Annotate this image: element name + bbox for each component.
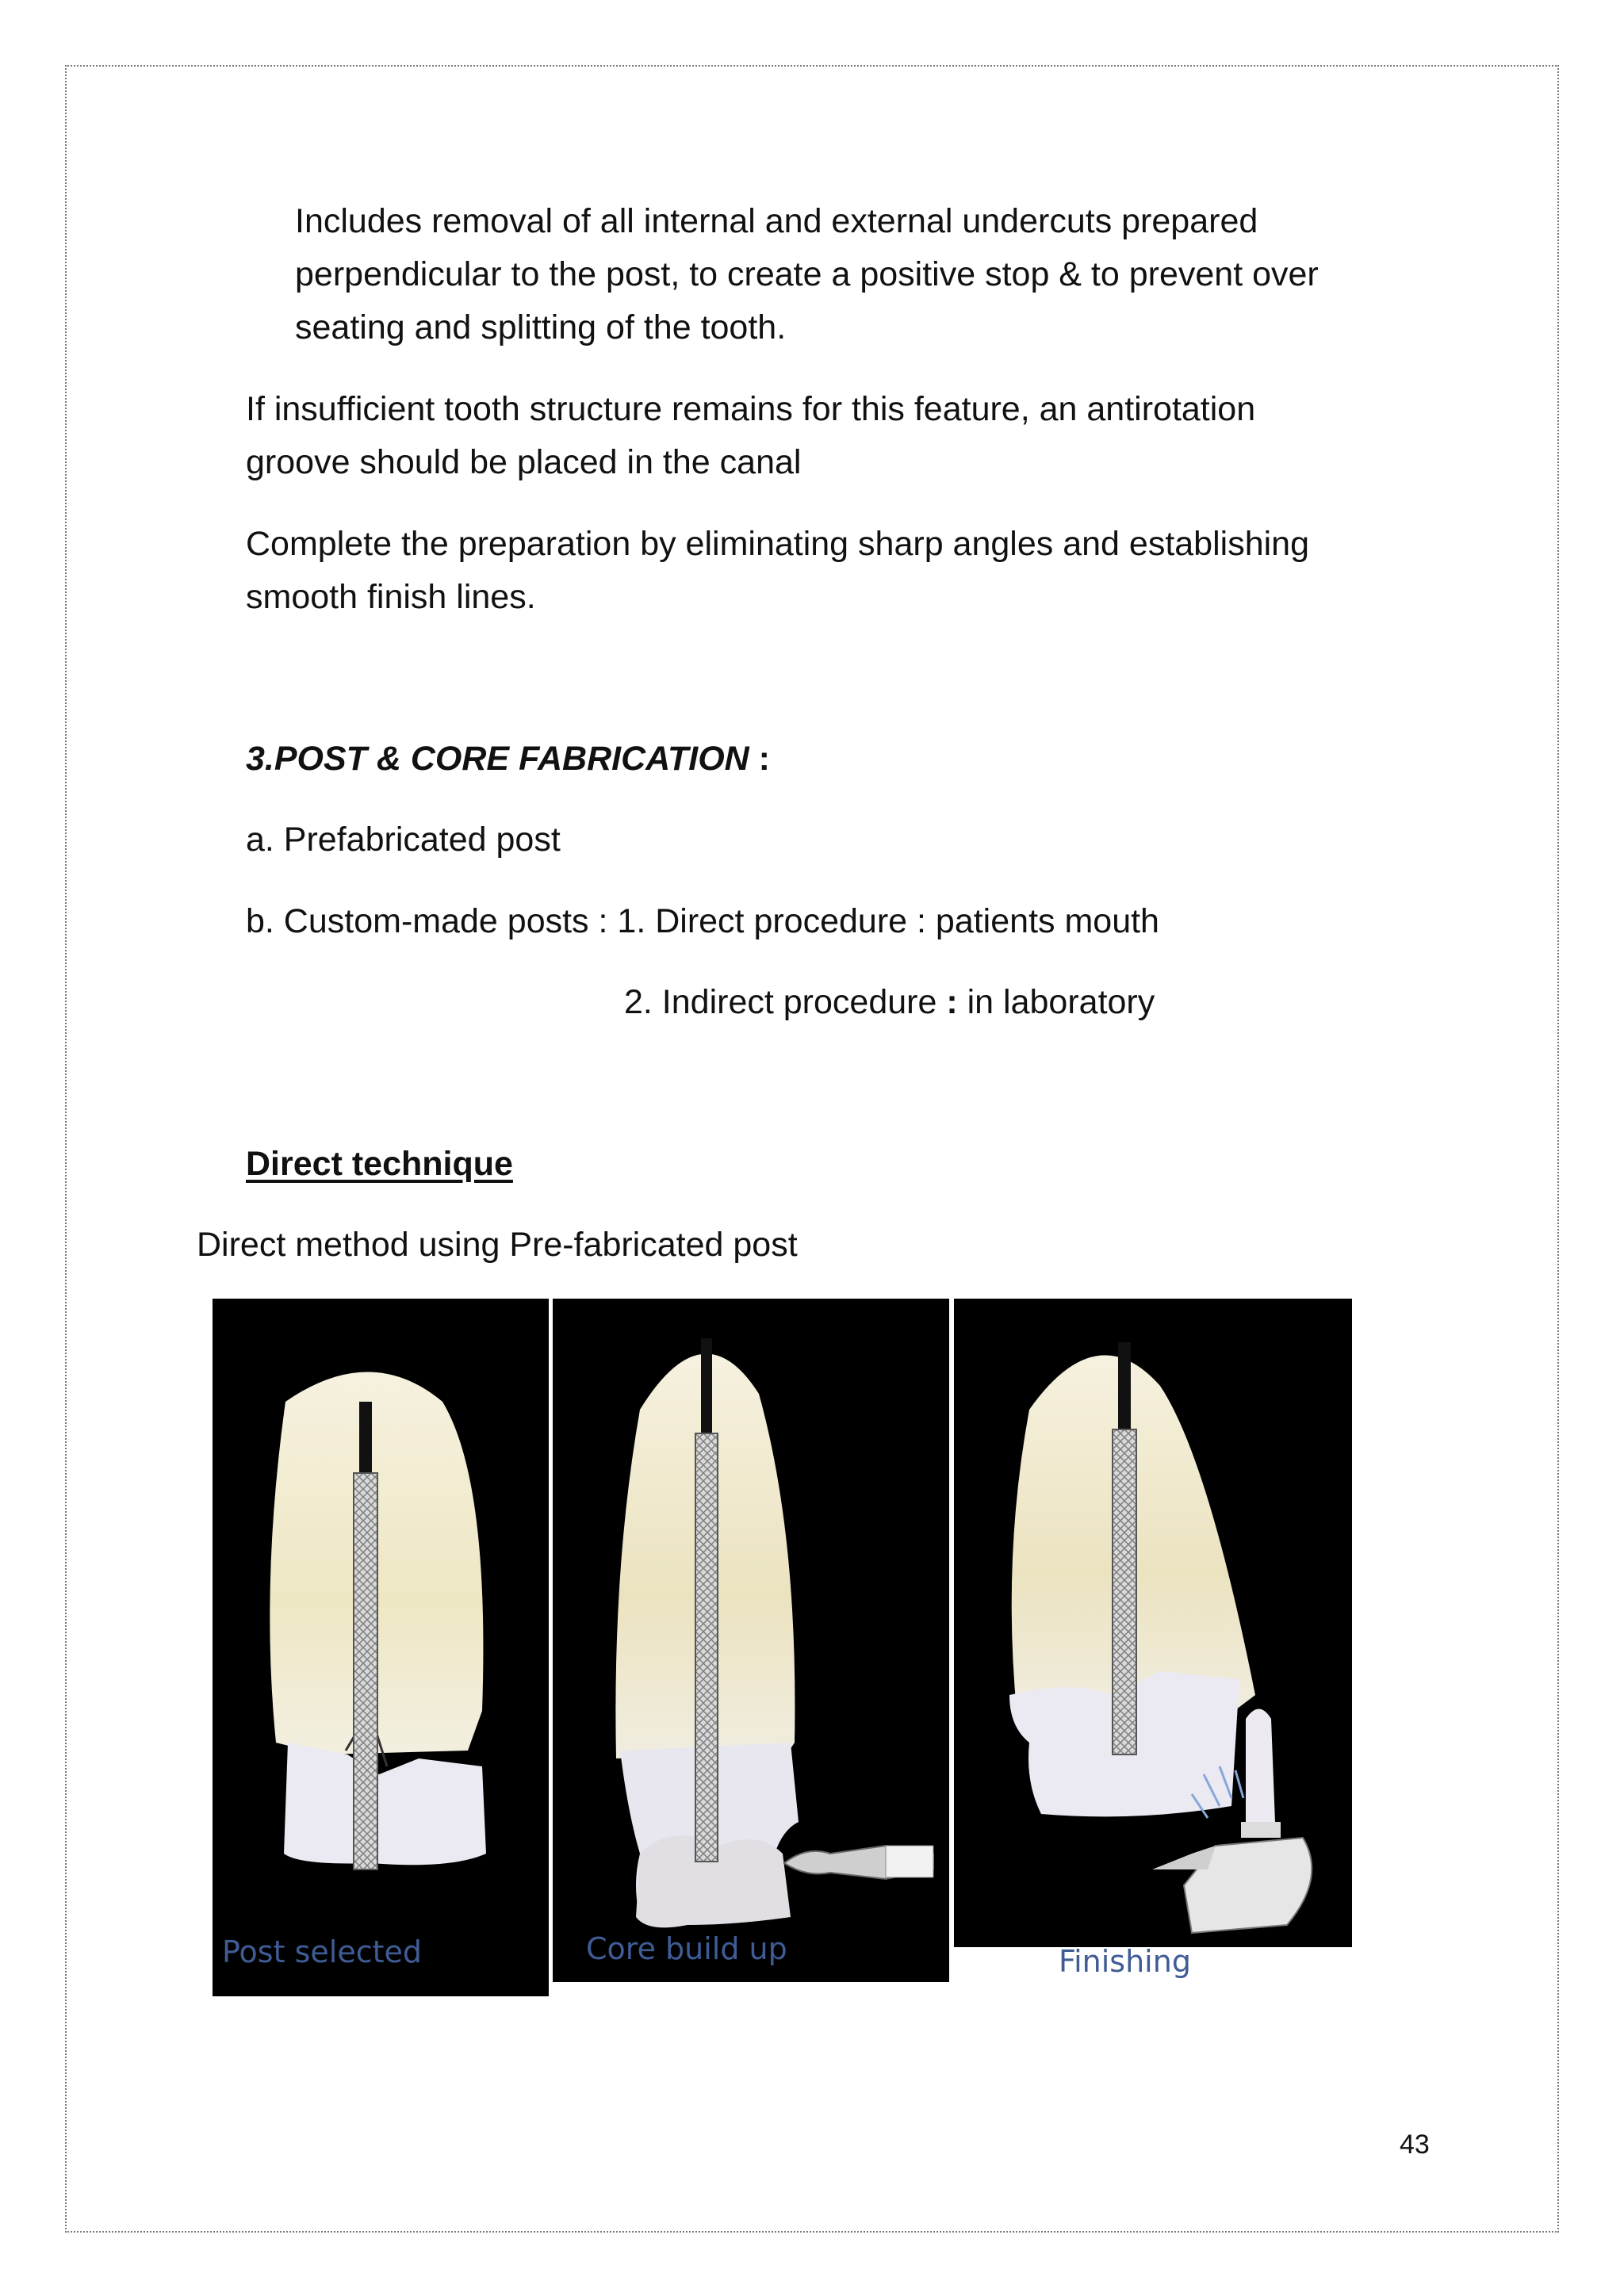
figure-post-selected <box>213 1299 549 1996</box>
list-item-a: a. Prefabricated post <box>246 821 561 859</box>
paragraph-2-line-1: If insufficient tooth structure remains for this feature, an antirotation <box>246 390 1256 428</box>
list-item-b2-colon: : <box>946 983 958 1021</box>
list-item-b: b. Custom-made posts : 1. Direct procedure : patients mouth <box>246 902 1159 940</box>
paragraph-1-line-3: seating and splitting of the tooth. <box>295 308 787 346</box>
paragraph-3-line-1: Complete the preparation by eliminating sharp angles and establishing <box>246 525 1309 563</box>
paragraph-2-line-2: groove should be placed in the canal <box>246 443 802 481</box>
section-heading <box>246 733 770 786</box>
paragraph-3-line-2: smooth finish lines. <box>246 578 536 616</box>
figure-core-build-up <box>553 1299 949 1982</box>
caption-post-selected: Post selected <box>222 1934 422 1969</box>
tooth-illustration-1 <box>213 1299 549 1996</box>
tooth-illustration-3 <box>954 1299 1352 1947</box>
direct-method-subtitle: Direct method using Pre-fabricated post <box>197 1226 798 1264</box>
direct-technique-heading: Direct technique <box>246 1145 513 1183</box>
section-heading-text: 3.POST & CORE FABRICATION <box>246 740 749 778</box>
caption-finishing: Finishing <box>1059 1944 1191 1979</box>
list-item-b2-prefix: 2. Indirect procedure <box>624 983 947 1021</box>
figure-finishing <box>954 1299 1352 1947</box>
caption-core-build-up: Core build up <box>586 1931 787 1966</box>
section-heading-colon: : <box>749 740 770 778</box>
list-item-b2 <box>624 976 1155 1029</box>
paragraph-1-line-1: Includes removal of all internal and external undercuts prepared <box>295 202 1258 240</box>
list-item-b2-suffix: in laboratory <box>957 983 1155 1021</box>
paragraph-1-line-2: perpendicular to the post, to create a positive stop & to prevent over <box>295 255 1319 293</box>
tooth-illustration-2 <box>553 1299 949 1982</box>
page-number: 43 <box>1400 2130 1430 2160</box>
